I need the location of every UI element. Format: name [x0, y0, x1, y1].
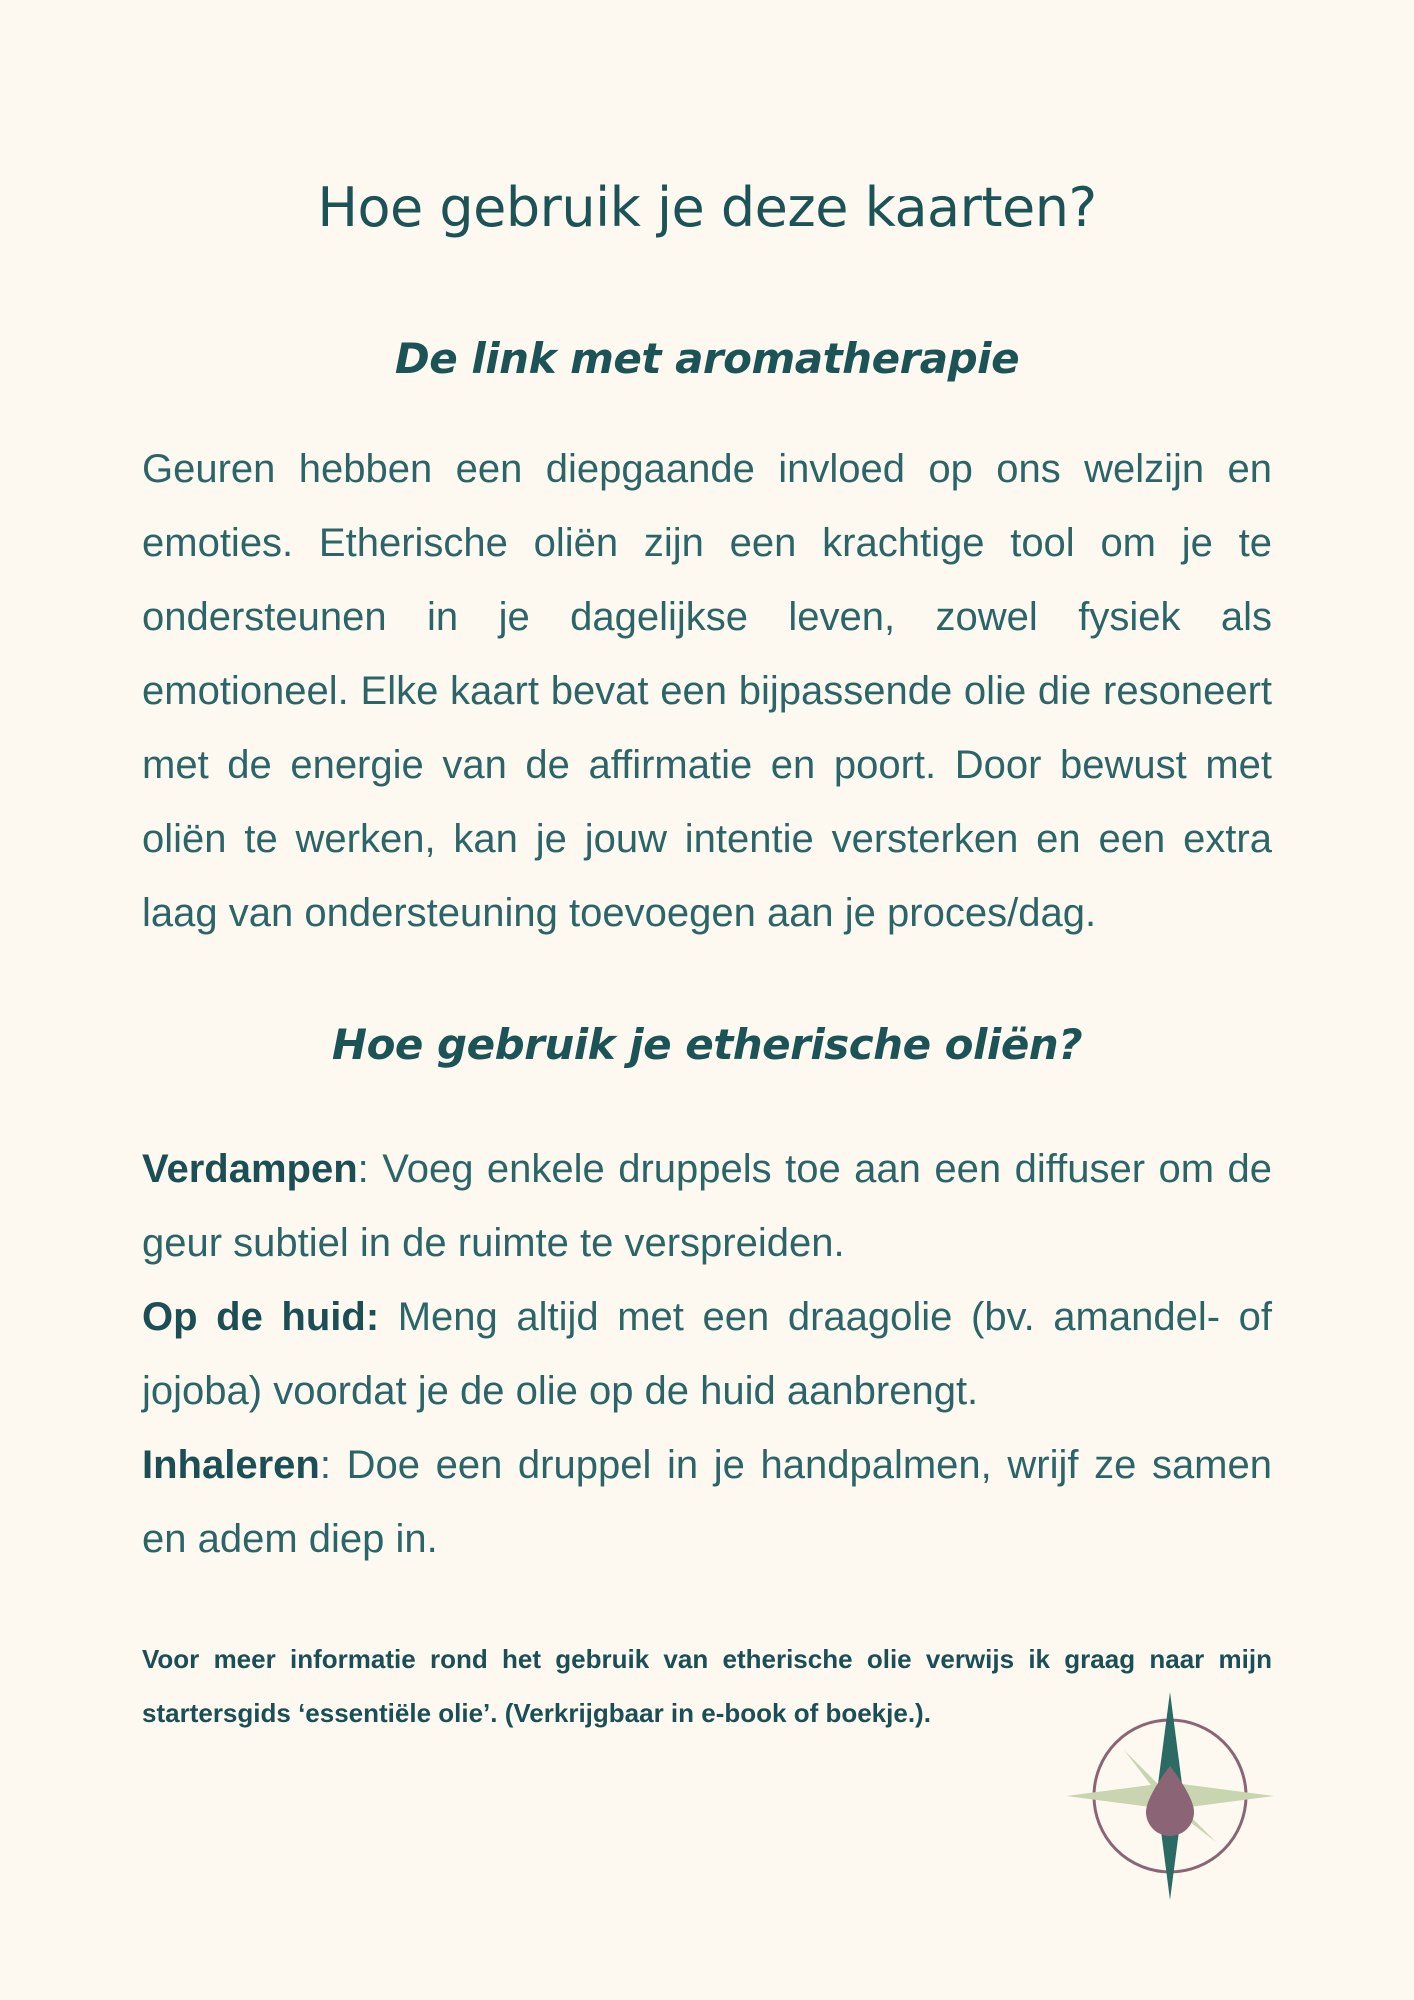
compass-ray-east: [1182, 1784, 1274, 1808]
compass-drop-icon: [1066, 1692, 1274, 1900]
section-heading-aromatherapy: De link met aromatherapie: [394, 334, 1020, 383]
usage-term: Op de huid:: [142, 1295, 380, 1339]
usage-term: Inhaleren: [142, 1443, 320, 1487]
footnote: Voor meer informatie rond het gebruik van etherische olie verwijs ik graag naar mijn startersgids ‘essentiële olie’. (Verkrijgbaar in e-book of boekje.).: [142, 1644, 1272, 1728]
compass-ray-west: [1066, 1784, 1158, 1808]
section-heading-usage: Hoe gebruik je etherische oliën?: [331, 1020, 1083, 1069]
usage-item-inhaleren: [142, 1428, 1272, 1576]
usage-term: Verdampen: [142, 1147, 358, 1191]
page-title: Hoe gebruik je deze kaarten?: [317, 176, 1097, 239]
usage-separator: :: [357, 1147, 369, 1191]
usage-item-verdampen: [142, 1132, 1272, 1280]
usage-text: Doe een druppel in je handpalmen, wrijf ze samen en adem diep in.: [142, 1443, 1272, 1561]
aromatherapy-paragraph: Geuren hebben een diepgaande invloed op ons welzijn en emoties. Etherische oliën zijn een krachtige tool om je te ondersteunen in je dagelijkse leven, zowel fysiek als emotioneel. Elke kaart bevat een bijpassende olie die resoneert met de energie van de affirmatie en poort. Door bewust met oliën te werken, kan je jouw intentie versterken en een extra laag van ondersteuning toevoegen aan je proces/dag.: [142, 447, 1272, 935]
usage-text: Meng altijd met een draagolie (bv. amandel- of jojoba) voordat je de olie op de huid aanbrengt.: [142, 1295, 1272, 1413]
usage-list: [142, 1132, 1272, 1576]
usage-separator: :: [319, 1443, 331, 1487]
usage-item-op-de-huid: [142, 1280, 1272, 1428]
oil-drop-icon: [1146, 1766, 1194, 1836]
usage-text: Voeg enkele druppels toe aan een diffuser om de geur subtiel in de ruimte te verspreiden.: [142, 1147, 1272, 1265]
